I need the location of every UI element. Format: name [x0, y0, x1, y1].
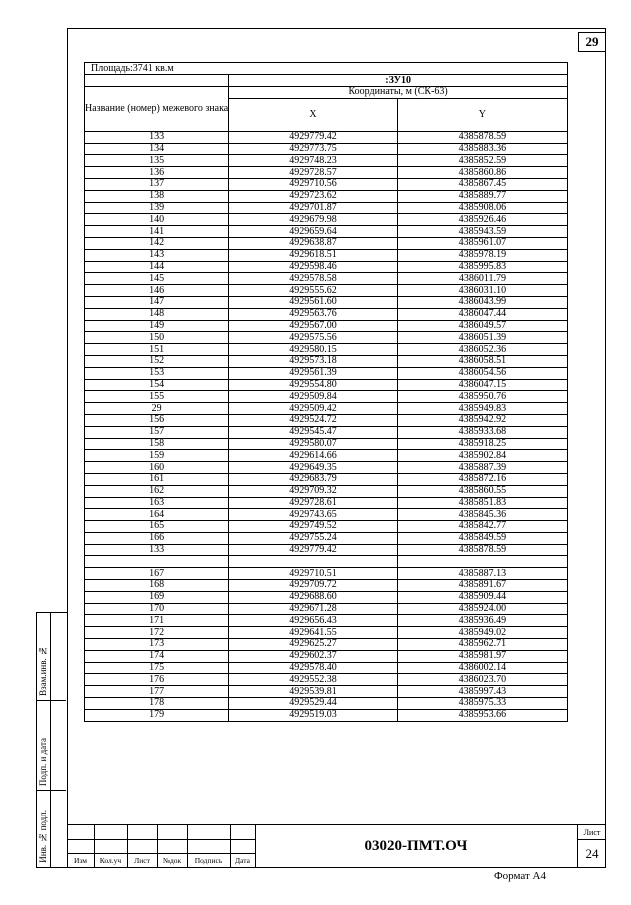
y-coordinate: 4385867.45 — [397, 178, 567, 190]
marker-number: 170 — [85, 603, 229, 615]
marker-number: 177 — [85, 686, 229, 698]
y-coordinate: 4385936.49 — [397, 615, 567, 627]
marker-number: 144 — [85, 261, 229, 273]
x-coordinate — [229, 556, 398, 568]
marker-number: 165 — [85, 521, 229, 533]
marker-number: 134 — [85, 143, 229, 155]
table-row — [85, 155, 568, 167]
sheet-number-top: 29 — [578, 32, 606, 52]
table-row — [85, 686, 568, 698]
y-coordinate: 4385962.71 — [397, 639, 567, 651]
y-coordinate: 4385908.06 — [397, 202, 567, 214]
table-row — [85, 591, 568, 603]
x-coordinate: 4929567.00 — [229, 320, 398, 332]
x-coordinate: 4929580.15 — [229, 344, 398, 356]
table-row — [85, 438, 568, 450]
table-row — [85, 497, 568, 509]
y-coordinate: 4386058.51 — [397, 355, 567, 367]
marker-number: 136 — [85, 167, 229, 179]
x-coordinate: 4929709.72 — [229, 580, 398, 592]
format-label: Формат А4 — [493, 870, 546, 882]
table-row — [85, 473, 568, 485]
x-coordinate: 4929552.38 — [229, 674, 398, 686]
marker-number: 176 — [85, 674, 229, 686]
marker-number: 147 — [85, 296, 229, 308]
marker-number: 153 — [85, 367, 229, 379]
x-coordinate: 4929749.52 — [229, 521, 398, 533]
table-row — [85, 202, 568, 214]
x-coordinate: 4929773.75 — [229, 143, 398, 155]
y-coordinate: 4385872.16 — [397, 473, 567, 485]
table-row — [85, 509, 568, 521]
x-coordinate: 4929755.24 — [229, 532, 398, 544]
marker-number: 171 — [85, 615, 229, 627]
y-coordinate: 4385933.68 — [397, 426, 567, 438]
marker-number: 137 — [85, 178, 229, 190]
izm-label: Изм — [73, 856, 88, 865]
marker-number: 166 — [85, 532, 229, 544]
y-coordinate: 4385949.83 — [397, 403, 567, 415]
marker-number: 149 — [85, 320, 229, 332]
marker-number: 161 — [85, 473, 229, 485]
x-coordinate: 4929580.07 — [229, 438, 398, 450]
x-coordinate: 4929602.37 — [229, 650, 398, 662]
y-coordinate: 4386043.99 — [397, 296, 567, 308]
x-coordinate: 4929728.61 — [229, 497, 398, 509]
y-coordinate: 4386011.79 — [397, 273, 567, 285]
table-row — [85, 131, 568, 143]
table-row — [85, 273, 568, 285]
x-coordinate: 4929641.55 — [229, 627, 398, 639]
marker-number: 150 — [85, 332, 229, 344]
table-row — [85, 367, 568, 379]
marker-number: 146 — [85, 285, 229, 297]
podp-data-label: Подп. и дата — [38, 737, 48, 786]
x-coordinate: 4929779.42 — [229, 544, 398, 556]
y-coordinate: 4386051.39 — [397, 332, 567, 344]
table-row — [85, 698, 568, 710]
x-coordinate: 4929679.98 — [229, 214, 398, 226]
marker-number: 159 — [85, 450, 229, 462]
approval-side-strip — [36, 612, 67, 868]
table-row — [85, 662, 568, 674]
table-row — [85, 167, 568, 179]
table-row — [85, 674, 568, 686]
table-row — [85, 603, 568, 615]
x-coordinate: 4929614.66 — [229, 450, 398, 462]
marker-number: 133 — [85, 544, 229, 556]
x-coordinate: 4929625.27 — [229, 639, 398, 651]
marker-number: 143 — [85, 249, 229, 261]
x-coordinate: 4929723.62 — [229, 190, 398, 202]
marker-number: 158 — [85, 438, 229, 450]
table-row — [85, 379, 568, 391]
podpis-label: Подпись — [194, 856, 223, 865]
y-coordinate: 4385926.46 — [397, 214, 567, 226]
table-row — [85, 320, 568, 332]
marker-number: 179 — [85, 709, 229, 721]
x-coordinate: 4929598.46 — [229, 261, 398, 273]
y-coordinate: 4385878.59 — [397, 131, 567, 143]
marker-number: 151 — [85, 344, 229, 356]
y-coordinate: 4386047.15 — [397, 379, 567, 391]
x-coordinate: 4929748.23 — [229, 155, 398, 167]
y-coordinate: 4385975.33 — [397, 698, 567, 710]
marker-number: 172 — [85, 627, 229, 639]
y-coordinate: 4385918.25 — [397, 438, 567, 450]
y-coordinate: 4385891.67 — [397, 580, 567, 592]
table-row — [85, 391, 568, 403]
ndok-label: №док — [162, 856, 182, 865]
marker-number: 29 — [85, 403, 229, 415]
kol-uch-label: Кол.уч — [99, 856, 122, 865]
table-row — [85, 627, 568, 639]
y-coordinate: 4386052.36 — [397, 344, 567, 356]
table-row — [85, 403, 568, 415]
y-coordinate: 4385950.76 — [397, 391, 567, 403]
y-coordinate: 4385889.77 — [397, 190, 567, 202]
document-code: 03020-ПМТ.ОЧ — [364, 838, 468, 854]
x-coordinate: 4929683.79 — [229, 473, 398, 485]
x-coordinate: 4929509.42 — [229, 403, 398, 415]
table-row — [85, 615, 568, 627]
y-coordinate: 4385883.36 — [397, 143, 567, 155]
y-coordinate: 4385953.66 — [397, 709, 567, 721]
table-row — [85, 285, 568, 297]
inv-vzam-label: Взам.инв. № — [38, 646, 48, 696]
x-coordinate: 4929519.03 — [229, 709, 398, 721]
table-row — [85, 462, 568, 474]
y-coordinate: 4385943.59 — [397, 226, 567, 238]
y-coordinate: 4386054.56 — [397, 367, 567, 379]
table-row — [85, 332, 568, 344]
table-row — [85, 143, 568, 155]
x-coordinate: 4929779.42 — [229, 131, 398, 143]
x-coordinate: 4929539.81 — [229, 686, 398, 698]
marker-number: 141 — [85, 226, 229, 238]
y-coordinate: 4385852.59 — [397, 155, 567, 167]
area-label: Площадь:3741 кв.м — [85, 63, 568, 75]
x-coordinate: 4929671.28 — [229, 603, 398, 615]
marker-number: 169 — [85, 591, 229, 603]
inv-podl-label: Инв. № подл. — [38, 810, 48, 863]
x-coordinate: 4929656.43 — [229, 615, 398, 627]
y-coordinate: 4385997.43 — [397, 686, 567, 698]
marker-number: 164 — [85, 509, 229, 521]
marker-number: 142 — [85, 237, 229, 249]
x-coordinate: 4929659.64 — [229, 226, 398, 238]
y-coordinate: 4385995.83 — [397, 261, 567, 273]
y-coordinate: 4385942.92 — [397, 414, 567, 426]
table-row — [85, 426, 568, 438]
marker-number: 133 — [85, 131, 229, 143]
x-coordinate: 4929573.18 — [229, 355, 398, 367]
marker-number: 140 — [85, 214, 229, 226]
table-row — [85, 261, 568, 273]
marker-number: 173 — [85, 639, 229, 651]
table-row — [85, 544, 568, 556]
y-coordinate: 4385887.39 — [397, 462, 567, 474]
marker-number: 174 — [85, 650, 229, 662]
table-row — [85, 414, 568, 426]
y-coordinate: 4385842.77 — [397, 521, 567, 533]
x-coordinate: 4929575.56 — [229, 332, 398, 344]
marker-number: 168 — [85, 580, 229, 592]
plot-label: :ЗУ10 — [229, 75, 568, 87]
table-row — [85, 532, 568, 544]
table-row — [85, 650, 568, 662]
table-row — [85, 485, 568, 497]
marker-number: 148 — [85, 308, 229, 320]
x-coordinate: 4929561.60 — [229, 296, 398, 308]
sheet-label: Лист — [583, 828, 601, 837]
x-coordinate: 4929710.56 — [229, 178, 398, 190]
marker-name-header: Название (номер) межевого знака — [85, 87, 229, 132]
y-coordinate: 4385978.19 — [397, 249, 567, 261]
x-coordinate: 4929618.51 — [229, 249, 398, 261]
x-coordinate: 4929649.35 — [229, 462, 398, 474]
y-coordinate: 4385902.84 — [397, 450, 567, 462]
marker-number: 162 — [85, 485, 229, 497]
table-row — [85, 308, 568, 320]
y-coordinate: 4385851.83 — [397, 497, 567, 509]
y-coordinate: 4386049.57 — [397, 320, 567, 332]
x-coordinate: 4929545.47 — [229, 426, 398, 438]
y-coordinate: 4385949.02 — [397, 627, 567, 639]
marker-number: 163 — [85, 497, 229, 509]
table-row — [85, 709, 568, 721]
table-row — [85, 226, 568, 238]
x-coordinate: 4929638.87 — [229, 237, 398, 249]
list-col-label: Лист — [134, 856, 150, 865]
x-coordinate: 4929509.84 — [229, 391, 398, 403]
marker-number: 156 — [85, 414, 229, 426]
marker-number: 138 — [85, 190, 229, 202]
y-header: Y — [397, 98, 567, 131]
marker-number: 145 — [85, 273, 229, 285]
y-coordinate: 4385845.36 — [397, 509, 567, 521]
x-coordinate: 4929563.76 — [229, 308, 398, 320]
inv-vzam-cell — [37, 613, 66, 701]
marker-number — [85, 556, 229, 568]
table-row — [85, 214, 568, 226]
y-coordinate — [397, 556, 567, 568]
marker-number: 154 — [85, 379, 229, 391]
x-coordinate: 4929554.80 — [229, 379, 398, 391]
table-row — [85, 178, 568, 190]
marker-number: 157 — [85, 426, 229, 438]
y-coordinate: 4386023.70 — [397, 674, 567, 686]
table-row — [85, 249, 568, 261]
table-row — [85, 556, 568, 568]
y-coordinate: 4385909.44 — [397, 591, 567, 603]
x-coordinate: 4929701.87 — [229, 202, 398, 214]
table-row — [85, 190, 568, 202]
table-row — [85, 296, 568, 308]
y-coordinate: 4385878.59 — [397, 544, 567, 556]
x-coordinate: 4929709.32 — [229, 485, 398, 497]
table-row — [85, 580, 568, 592]
marker-number: 139 — [85, 202, 229, 214]
marker-number: 155 — [85, 391, 229, 403]
y-coordinate: 4385981.97 — [397, 650, 567, 662]
y-coordinate: 4385887.13 — [397, 568, 567, 580]
x-coordinate: 4929688.60 — [229, 591, 398, 603]
table-row — [85, 344, 568, 356]
table-row — [85, 450, 568, 462]
inv-podl-cell — [37, 791, 66, 867]
marker-number: 135 — [85, 155, 229, 167]
marker-number: 167 — [85, 568, 229, 580]
table-row — [85, 568, 568, 580]
sheet-number: 24 — [585, 846, 599, 861]
table-row — [85, 237, 568, 249]
x-coordinate: 4929743.65 — [229, 509, 398, 521]
podp-data-cell — [37, 701, 66, 791]
marker-number: 152 — [85, 355, 229, 367]
x-coordinate: 4929710.51 — [229, 568, 398, 580]
y-coordinate: 4386002.14 — [397, 662, 567, 674]
y-coordinate: 4385860.86 — [397, 167, 567, 179]
marker-number: 178 — [85, 698, 229, 710]
x-coordinate: 4929555.62 — [229, 285, 398, 297]
x-coordinate: 4929728.57 — [229, 167, 398, 179]
marker-number: 160 — [85, 462, 229, 474]
y-coordinate: 4386031.10 — [397, 285, 567, 297]
table-row — [85, 355, 568, 367]
y-coordinate: 4385961.07 — [397, 237, 567, 249]
y-coordinate: 4385849.59 — [397, 532, 567, 544]
table-row — [85, 521, 568, 533]
data-label: Дата — [235, 856, 250, 865]
table-row — [85, 639, 568, 651]
x-coordinate: 4929578.40 — [229, 662, 398, 674]
x-coordinate: 4929529.44 — [229, 698, 398, 710]
coord-system-header: Координаты, м (СК-63) — [229, 87, 568, 99]
y-coordinate: 4385924.00 — [397, 603, 567, 615]
marker-number: 175 — [85, 662, 229, 674]
y-coordinate: 4385860.55 — [397, 485, 567, 497]
x-header: X — [229, 98, 398, 131]
y-coordinate: 4386047.44 — [397, 308, 567, 320]
x-coordinate: 4929561.39 — [229, 367, 398, 379]
x-coordinate: 4929578.58 — [229, 273, 398, 285]
coordinates-table — [84, 62, 568, 722]
x-coordinate: 4929524.72 — [229, 414, 398, 426]
